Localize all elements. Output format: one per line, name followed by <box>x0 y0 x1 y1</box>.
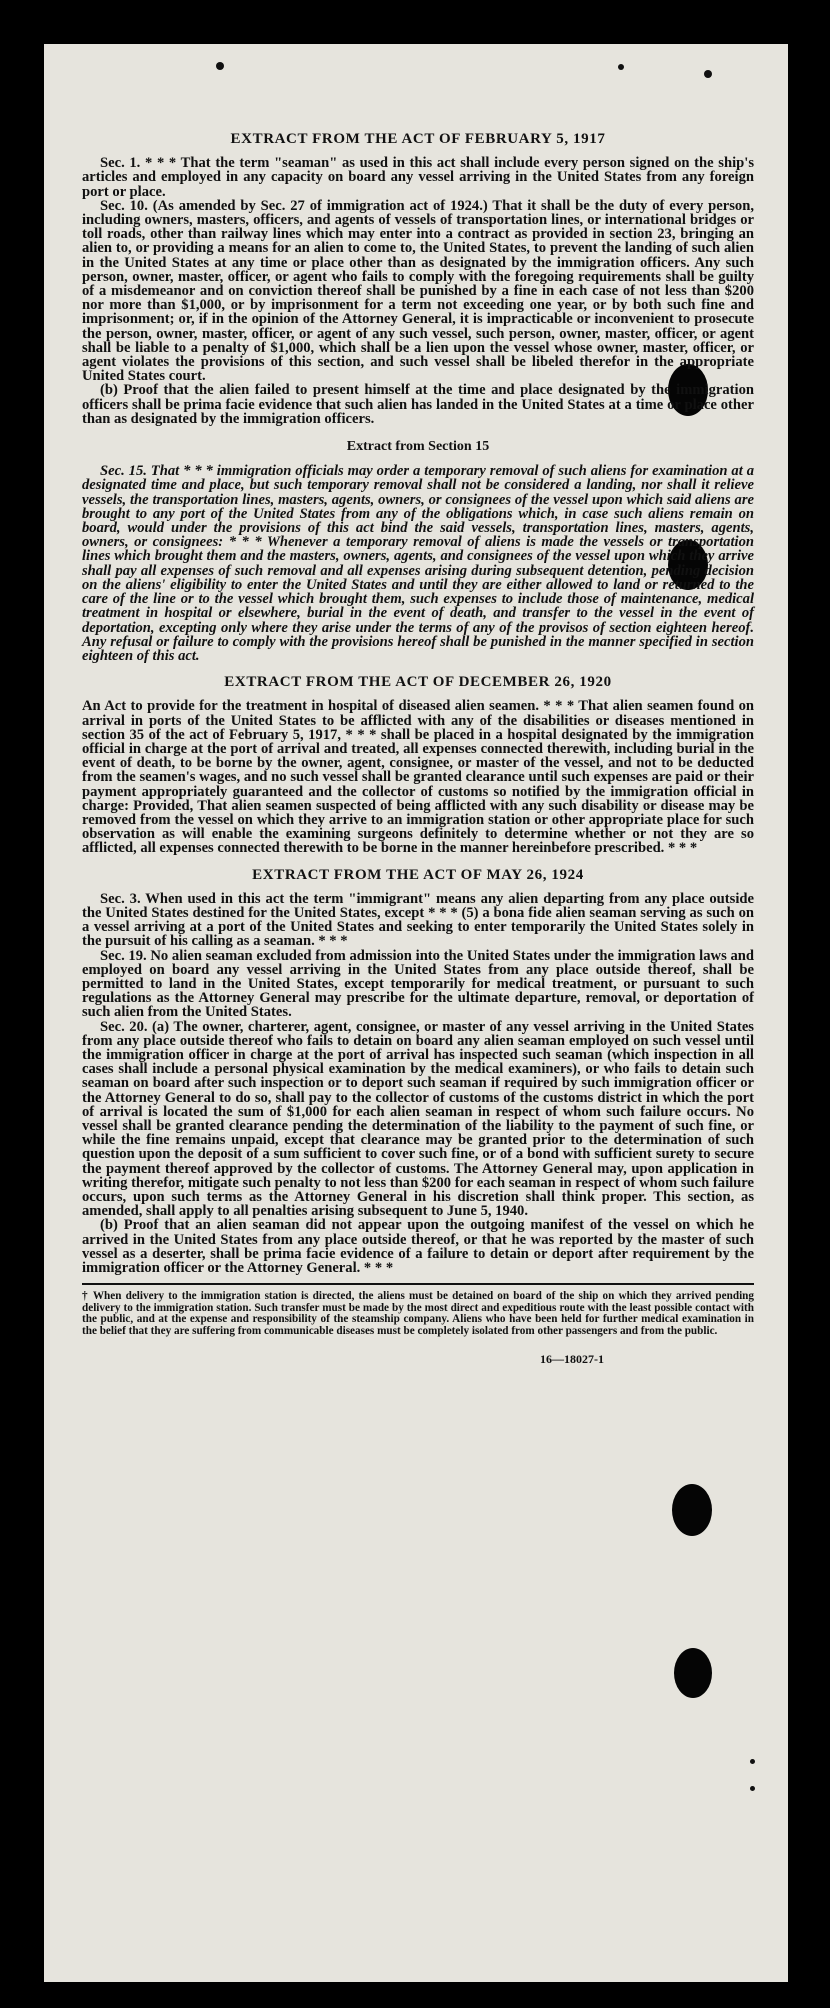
punch-hole-4 <box>674 1648 712 1698</box>
section-15-block <box>82 464 754 663</box>
punch-hole-3 <box>672 1484 712 1536</box>
speck-top-far-right <box>704 70 712 78</box>
form-number: 16—18027-1 <box>540 1351 604 1366</box>
speck-right-margin-1 <box>750 1759 755 1764</box>
heading-act-1917: EXTRACT FROM THE ACT OF FEBRUARY 5, 1917 <box>230 131 606 147</box>
document-body <box>82 84 754 1366</box>
paragraph-sec20: Sec. 20. (a) The owner, charterer, agent, consignee, or master of any vessel arriving in the United States from any place outside thereof who fails to detain on board any alien seaman employed on such vessel until the immigration officer in charge at the port of arrival has inspected such seaman (which inspection in all cases shall include a personal physical examination by the medical examiners), or who fails to detain such seaman on board after such inspection or to deport such seaman if required by such immigration officer or the Attorney General to do so, shall pay to the collector of customs of the customs district in which the port of arrival is located the sum of $1,000 for each alien seaman in respect of whom such failure occurs. No vessel shall be granted clearance pending the determination of the liability to the payment of such fine, or while the fine remains unpaid, except that clearance may be granted prior to the determination of such question upon the deposit of a sum sufficient to cover such fine, or of a bond with sufficient surety to secure the payment thereof approved by the collector of customs. The Attorney General may, upon application in writing therefor, mitigate such penalty to not less than $200 for each seaman in respect of whom such failure occurs, upon such terms as the Attorney General in his discretion shall think proper. This section, as amended, shall apply to all penalties arising subsequent to June 5, 1940. <box>82 1018 754 1220</box>
paragraph-sec15: Sec. 15. That * * * immigration officials may order a temporary removal of such aliens for examination at a designated time and place, but such temporary removal shall not be considered a landing, nor shall it relieve vessels, the transportation lines, masters, agents, owners, or consignees of the vessel upon which said aliens are brought to any port of the United States from any of the obligations which, in case such aliens remain on board, would under the provisions of this act bind the said vessels, transportation lines, masters, agents, owners, or consignees: * * * Whenever a temporary removal of aliens is made the vessels or transportation lines which brought them and the masters, owners, agents, and consignees of the vessel upon which they arrive shall pay all expenses of such removal and all expenses arising during subsequent detention, pending decision on the aliens' eligibility to enter the United States and until they are either allowed to land or returned to the care of the line or to the vessel which brought them, such expenses to include those of maintenance, medical treatment in hospital or elsewhere, burial in the event of death, and transfer to the vessel in the event of deportation, excepting only where they arise under the terms of any of the provisos of section eighteen hereof. Any refusal or failure to comply with the provisions hereof shall be punished in the manner specified in section eighteen of this act. <box>82 463 754 664</box>
subheading-section-15: Extract from Section 15 <box>346 439 490 455</box>
paragraph-sec10b: (b) Proof that the alien failed to present himself at the time and place designated by the immigration officers shall be prima facie evidence that such alien has landed in the United States at a time or place other than as designated by the immigration officers. <box>82 382 754 427</box>
heading-act-1920: EXTRACT FROM THE ACT OF DECEMBER 26, 1920 <box>224 674 612 691</box>
speck-top-left <box>216 62 224 70</box>
paragraph-sec20b: (b) Proof that an alien seaman did not appear upon the outgoing manifest of the vessel on which he arrived in the United States from any place outside thereof, or that he was reported by the master of such vessel as a deserter, shall be prima facie evidence of a failure to detain or deport after requirement by the immigration officer or the Attorney General. * * * <box>82 1217 754 1277</box>
document-page <box>44 44 788 1982</box>
paragraph-sec10: Sec. 10. (As amended by Sec. 27 of immigration act of 1924.) That it shall be the duty of every person, including owners, masters, officers, and agents of vessels of transportation lines, or international bridges or toll roads, other than railway lines which may enter into a contract as provided in section 23, bringing an alien to, or providing a means for an alien to come to, the United States, to prevent the landing of such alien in the United States at any time or place other than as designated by the immigration officers. Any such person, owner, master, officer, or agent who fails to comply with the foregoing requirements shall be guilty of a misdemeanor and on conviction thereof shall be punished by a fine in each case of not less than $200 nor more than $1,000, or by imprisonment for a term not exceeding one year, or by both such fine and imprisonment; or, if in the opinion of the Attorney General, it is impracticable or inconvenient to prosecute the person, owner, master, officer, or agent of any such vessel, such person, owner, master, officer, or agent shall be liable to a penalty of $1,000, which shall be a lien upon the vessel whose owner, master, officer, or agent violates the provisions of this section, and such vessel shall be libeled therefor in the appropriate United States court. <box>82 197 754 385</box>
speck-right-margin-2 <box>750 1786 755 1791</box>
paragraph-sec19: Sec. 19. No alien seaman excluded from admission into the United States under the immigration laws and employed on board any vessel arriving in the United States from any place outside thereof, shall be permitted to land in the United States, except temporarily for medical treatment, or pursuant to such regulations as the Attorney General may prescribe for the ultimate departure, removal, or deportation of such alien from the United States. <box>82 947 754 1021</box>
speck-top-right <box>618 64 624 70</box>
footnote-divider <box>82 1283 754 1285</box>
footnote <box>82 1291 754 1337</box>
paragraph-sec1: Sec. 1. * * * That the term "seaman" as used in this act shall include every person signed on the ship's articles and employed in any capacity on board any vessel arriving in the United States from any foreign port or place. <box>82 155 754 200</box>
footnote-text: † When delivery to the immigration station is directed, the aliens must be detained on board of the ship on which they arrived pending delivery to the immigration station. Such transfer must be made by the most direct and expeditious route with the least possible contact with the public, and at the expense and responsibility of the steamship company. Aliens who have been held for further medical examination in the belief that they are suffering from communicable diseases must be completely isolated from other passengers and from the public. <box>82 1290 754 1338</box>
paragraph-act-1920: An Act to provide for the treatment in hospital of diseased alien seamen. * * * That alien seamen found on arrival in ports of the United States to be afflicted with any of the disabilities or diseases mentioned in section 35 of the act of February 5, 1917, * * * shall be placed in a hospital designated by the immigration official in charge at the port of arrival and treated, all expenses connected therewith, including burial in the event of death, to be borne by the owner, agent, consignee, or master of the vessel, and not to be deducted from the seamen's wages, and no such vessel shall be granted clearance until such expenses are paid or their payment appropriately guaranteed and the collector of customs so notified by the immigration official in charge: Provided, That alien seamen suspected of being afflicted with any such disability or disease may be removed from the vessel on which they arrive to an immigration station or other appropriate place for such observation as will enable the examining surgeons definitely to determine whether or not they are so afflicted, all expenses connected therewith to be borne in the manner hereinbefore prescribed. * * * <box>82 698 754 857</box>
paragraph-sec3: Sec. 3. When used in this act the term "immigrant" means any alien departing from any place outside the United States destined for the United States, except * * * (5) a bona fide alien seaman serving as such on a vessel arriving at a port of the United States and seeking to enter temporarily the United States solely in the pursuit of his calling as a seaman. * * * <box>82 890 754 950</box>
heading-act-1924: EXTRACT FROM THE ACT OF MAY 26, 1924 <box>252 866 584 883</box>
